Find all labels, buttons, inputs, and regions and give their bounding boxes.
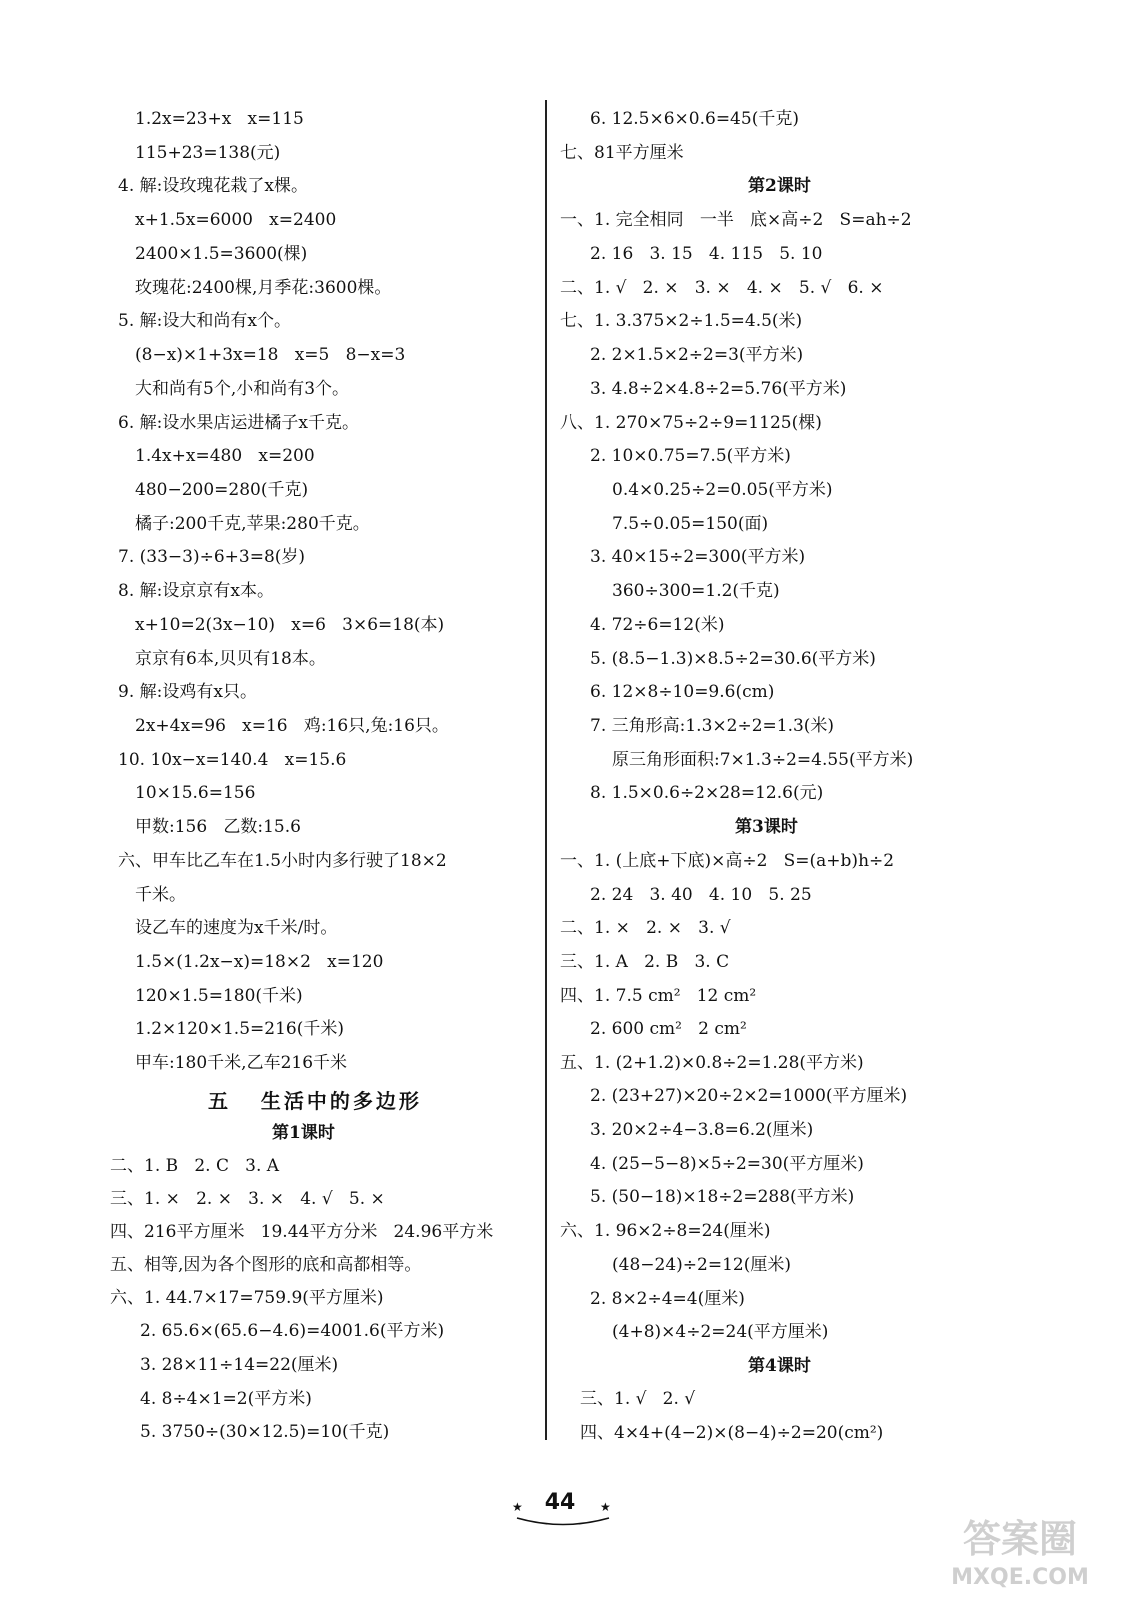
text-line: 5. (8.5−1.3)×8.5÷2=30.6(平方米)	[590, 649, 876, 669]
text-line: x+10=2(3x−10) x=6 3×6=18(本)	[135, 615, 445, 635]
text-line: 2. 16 3. 15 4. 115 5. 10	[590, 244, 823, 264]
text-line: 二、1. × 2. × 3. √	[560, 918, 731, 938]
text-line: 七、81平方厘米	[560, 143, 684, 163]
text-line: 10×15.6=156	[135, 783, 256, 803]
text-line: 六、1. 44.7×17=759.9(平方厘米)	[110, 1288, 384, 1308]
star-icon: ★	[512, 1500, 523, 1514]
text-line: 四、1. 7.5 cm² 12 cm²	[560, 986, 757, 1006]
text-line: 六、甲车比乙车在1.5小时内多行驶了18×2	[118, 851, 447, 871]
text-line: 4. (25−5−8)×5÷2=30(平方厘米)	[590, 1154, 864, 1174]
text-line: 3. 4.8÷2×4.8÷2=5.76(平方米)	[590, 379, 847, 399]
text-line: 二、1. B 2. C 3. A	[110, 1156, 280, 1176]
text-line: 六、1. 96×2÷8=24(厘米)	[560, 1221, 771, 1241]
text-line: 四、216平方厘米 19.44平方分米 24.96平方米	[110, 1222, 494, 1242]
text-line: 大和尚有5个,小和尚有3个。	[135, 379, 350, 399]
text-line: 115+23=138(元)	[135, 143, 281, 163]
text-line: 2400×1.5=3600(棵)	[135, 244, 308, 264]
text-line: (4+8)×4÷2=24(平方厘米)	[612, 1322, 829, 1342]
lesson-heading: 第4课时	[748, 1356, 811, 1376]
text-line: 0.4×0.25÷2=0.05(平方米)	[612, 480, 833, 500]
text-line: 一、1. 完全相同 一半 底×高÷2 S=ah÷2	[560, 210, 912, 230]
text-line: 2x+4x=96 x=16 鸡:16只,兔:16只。	[135, 716, 449, 736]
text-line: 玫瑰花:2400棵,月季花:3600棵。	[135, 278, 392, 298]
watermark-bottom: MXQE.COM	[951, 1565, 1089, 1590]
text-line: 5. 解:设大和尚有x个。	[118, 311, 291, 331]
text-line: 5. (50−18)×18÷2=288(平方米)	[590, 1187, 855, 1207]
text-line: 7. (33−3)÷6+3=8(岁)	[118, 547, 306, 567]
text-line: 6. 解:设水果店运进橘子x千克。	[118, 413, 359, 433]
text-line: 480−200=280(千克)	[135, 480, 309, 500]
text-line: 一、1. (上底+下底)×高÷2 S=(a+b)h÷2	[560, 851, 895, 871]
footer-curve	[515, 1515, 611, 1529]
text-line: 三、1. A 2. B 3. C	[560, 952, 730, 972]
text-line: 2. 600 cm² 2 cm²	[590, 1019, 747, 1039]
watermark-logo	[935, 1510, 1105, 1590]
text-line: 京京有6本,贝贝有18本。	[135, 649, 326, 669]
text-line: 360÷300=1.2(千克)	[612, 581, 780, 601]
text-line: 9. 解:设鸡有x只。	[118, 682, 257, 702]
text-line: 6. 12×8÷10=9.6(cm)	[590, 682, 775, 702]
text-line: 橘子:200千克,苹果:280千克。	[135, 514, 370, 534]
text-line: 甲数:156 乙数:15.6	[135, 817, 301, 837]
text-line: 1.2×120×1.5=216(千米)	[135, 1019, 344, 1039]
text-line: 7.5÷0.05=150(面)	[612, 514, 769, 534]
text-line: (48−24)÷2=12(厘米)	[612, 1255, 791, 1275]
column-divider	[545, 100, 547, 1440]
text-line: 4. 72÷6=12(米)	[590, 615, 725, 635]
text-line: 七、1. 3.375×2÷1.5=4.5(米)	[560, 311, 803, 331]
text-line: 2. 2×1.5×2÷2=3(平方米)	[590, 345, 804, 365]
text-line: 甲车:180千米,乙车216千米	[135, 1053, 348, 1073]
text-line: 千米。	[135, 885, 186, 905]
text-line: 3. 40×15÷2=300(平方米)	[590, 547, 806, 567]
text-line: (8−x)×1+3x=18 x=5 8−x=3	[135, 345, 406, 365]
text-line: 1.4x+x=480 x=200	[135, 446, 315, 466]
text-line: 10. 10x−x=140.4 x=15.6	[118, 750, 347, 770]
text-line: 2. 8×2÷4=4(厘米)	[590, 1289, 745, 1309]
section-heading: 五 生活中的多边形	[208, 1089, 422, 1113]
text-line: 三、1. × 2. × 3. × 4. √ 5. ×	[110, 1189, 385, 1209]
text-line: 2. 10×0.75=7.5(平方米)	[590, 446, 791, 466]
text-line: 2. 65.6×(65.6−4.6)=4001.6(平方米)	[140, 1321, 445, 1341]
text-line: 8. 1.5×0.6÷2×28=12.6(元)	[590, 783, 824, 803]
text-line: 五、相等,因为各个图形的底和高都相等。	[110, 1255, 422, 1275]
text-line: 7. 三角形高:1.3×2÷2=1.3(米)	[590, 716, 835, 736]
text-line: 八、1. 270×75÷2÷9=1125(棵)	[560, 413, 822, 433]
text-line: 五、1. (2+1.2)×0.8÷2=1.28(平方米)	[560, 1053, 864, 1073]
text-line: 设乙车的速度为x千米/时。	[135, 918, 338, 938]
lesson-heading: 第1课时	[272, 1123, 335, 1143]
text-line: 4. 解:设玫瑰花栽了x棵。	[118, 176, 308, 196]
lesson-heading: 第3课时	[735, 817, 798, 837]
star-icon: ★	[600, 1500, 611, 1514]
text-line: 4. 8÷4×1=2(平方米)	[140, 1389, 312, 1409]
page-number: 44	[544, 1490, 576, 1515]
watermark-top: 答案圈	[962, 1517, 1078, 1561]
text-line: x+1.5x=6000 x=2400	[135, 210, 337, 230]
text-line: 1.2x=23+x x=115	[135, 109, 304, 129]
lesson-heading: 第2课时	[748, 176, 811, 196]
text-line: 2. (23+27)×20÷2×2=1000(平方厘米)	[590, 1086, 908, 1106]
text-line: 四、4×4+(4−2)×(8−4)÷2=20(cm²)	[580, 1423, 884, 1443]
text-line: 2. 24 3. 40 4. 10 5. 25	[590, 885, 812, 905]
text-line: 3. 20×2÷4−3.8=6.2(厘米)	[590, 1120, 814, 1140]
text-line: 5. 3750÷(30×12.5)=10(千克)	[140, 1422, 390, 1442]
text-line: 6. 12.5×6×0.6=45(千克)	[590, 109, 799, 129]
text-line: 原三角形面积:7×1.3÷2=4.55(平方米)	[612, 750, 914, 770]
text-line: 1.5×(1.2x−x)=18×2 x=120	[135, 952, 384, 972]
text-line: 8. 解:设京京有x本。	[118, 581, 274, 601]
text-line: 三、1. √ 2. √	[580, 1389, 696, 1409]
text-line: 120×1.5=180(千米)	[135, 986, 303, 1006]
text-line: 二、1. √ 2. × 3. × 4. × 5. √ 6. ×	[560, 278, 884, 298]
text-line: 3. 28×11÷14=22(厘米)	[140, 1355, 339, 1375]
